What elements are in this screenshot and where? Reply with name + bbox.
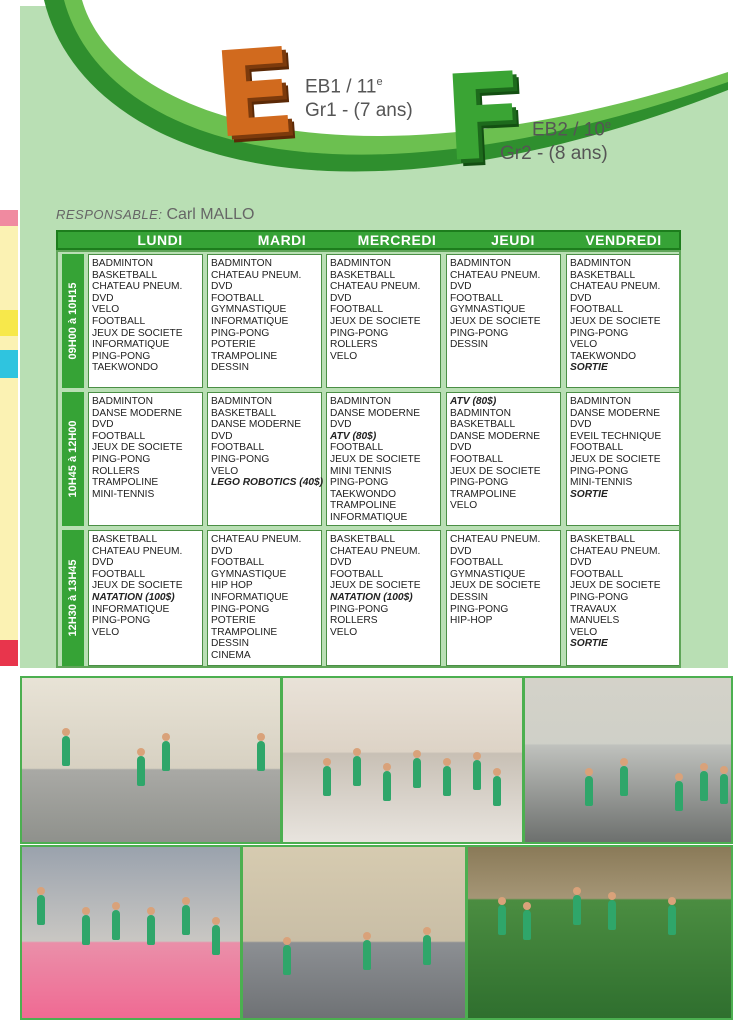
activity-item: PING-PONG (330, 477, 389, 489)
activity-item: JEUX DE SOCIETE (92, 442, 183, 454)
activity-item: PING-PONG (330, 603, 389, 615)
activity-item: DVD (92, 419, 114, 431)
activity-item: INFORMATIQUE (330, 511, 408, 523)
activity-item: DVD (450, 442, 472, 454)
activity-item: CHATEAU PNEUM. (92, 545, 183, 557)
activity-item: PING-PONG (450, 477, 509, 489)
activity-item: MANUELS (570, 615, 620, 627)
activity-item: VELO (330, 626, 358, 638)
schedule-cell (446, 392, 561, 526)
activity-item: HIP-HOP (450, 615, 493, 627)
activity-item: DANSE MODERNE (450, 430, 541, 442)
activity-item: FOOTBALL (211, 557, 265, 569)
activity-item: ATV (80$) (450, 396, 497, 407)
activity-item: DANSE MODERNE (211, 419, 302, 431)
time-slot-text: 10H45 à 12H00 (67, 420, 79, 498)
activity-item: PING-PONG (570, 465, 629, 477)
activity-item: PING-PONG (570, 591, 629, 603)
group-f-class: EB2 / 10 (532, 119, 605, 141)
rollers-photo (20, 676, 282, 844)
activity-item: PING-PONG (92, 615, 151, 627)
activity-item: TRAMPOLINE (92, 477, 159, 489)
decor-stripe-cream3 (0, 378, 18, 640)
activity-item: PING-PONG (570, 327, 629, 339)
activity-item: BADMINTON (211, 258, 272, 269)
activity-item: TRAMPOLINE (211, 626, 278, 638)
schedule-cell (566, 254, 680, 388)
activity-item: BASKETBALL (211, 407, 277, 419)
activity-item: FOOTBALL (92, 568, 146, 580)
activity-item: GYMNASTIQUE (450, 568, 526, 580)
activity-item: DVD (211, 281, 233, 293)
activity-item: BADMINTON (92, 258, 153, 269)
activity-item: BADMINTON (330, 396, 391, 407)
hockey-court-photo (523, 676, 733, 844)
activity-item: DVD (92, 292, 114, 304)
activity-item: FOOTBALL (92, 315, 146, 327)
activity-item: BASKETBALL (570, 269, 636, 281)
activity-item: ROLLERS (330, 339, 378, 351)
activity-item: DVD (450, 281, 472, 293)
day-header: MERCREDI (357, 232, 437, 248)
activity-item: DANSE MODERNE (330, 407, 421, 419)
responsable-line (56, 206, 254, 224)
activity-item: NATATION (100$) (330, 591, 413, 603)
activity-item: DESSIN (211, 362, 249, 374)
activity-item: PING-PONG (450, 327, 509, 339)
group-f-info (500, 113, 612, 166)
activity-item: VELO (330, 350, 358, 362)
activity-item: CHATEAU PNEUM. (450, 269, 541, 281)
activity-item: GYMNASTIQUE (211, 304, 287, 316)
activity-item: TAEKWONDO (92, 362, 159, 374)
activity-item: VELO (570, 339, 598, 351)
day-header: VENDREDI (585, 232, 662, 248)
activity-item: BASKETBALL (92, 269, 158, 281)
activity-item: FOOTBALL (211, 442, 265, 454)
activity-item: FOOTBALL (570, 568, 624, 580)
schedule-cell (88, 254, 203, 388)
activity-item: PING-PONG (211, 327, 270, 339)
activity-item: PING-PONG (330, 327, 389, 339)
activity-item: JEUX DE SOCIETE (570, 315, 661, 327)
time-slot-label (62, 392, 84, 526)
activity-item: PING-PONG (450, 603, 509, 615)
activity-item: LEGO ROBOTICS (40$) (211, 477, 324, 489)
activity-item: VELO (570, 626, 598, 638)
schedule-cell (446, 254, 561, 388)
activity-item: JEUX DE SOCIETE (570, 580, 661, 592)
activity-item: GYMNASTIQUE (211, 568, 287, 580)
schedule-cell (326, 392, 441, 526)
activity-item: TRAMPOLINE (211, 350, 278, 362)
activity-item: PING-PONG (211, 453, 270, 465)
schedule-cell (566, 530, 680, 666)
activity-item: VELO (211, 465, 239, 477)
activity-item: CINEMA (211, 649, 251, 661)
activity-item: DVD (570, 419, 592, 431)
activity-item: BADMINTON (570, 258, 631, 269)
time-slot-label (62, 254, 84, 388)
activity-item: BASKETBALL (92, 534, 158, 545)
activity-item: POTERIE (211, 339, 256, 351)
activity-item: CHATEAU PNEUM. (570, 545, 661, 557)
activity-item: PING-PONG (92, 453, 151, 465)
activity-item: VELO (92, 304, 120, 316)
activity-item: CHATEAU PNEUM. (92, 281, 183, 293)
bikes-photo (241, 845, 467, 1020)
activity-item: FOOTBALL (211, 292, 265, 304)
activity-item: ATV (80$) (330, 430, 377, 442)
activity-item: PING-PONG (211, 603, 270, 615)
activity-item: FOOTBALL (330, 304, 384, 316)
activity-item: DESSIN (450, 339, 488, 351)
activity-item: TRAMPOLINE (450, 488, 517, 500)
activity-item: CHATEAU PNEUM. (211, 534, 302, 545)
activity-item: FOOTBALL (450, 453, 504, 465)
dance-photo (20, 845, 242, 1020)
activity-item: FOOTBALL (330, 568, 384, 580)
activity-item: JEUX DE SOCIETE (450, 580, 541, 592)
decor-stripe-pink (0, 210, 18, 226)
activity-item: JEUX DE SOCIETE (450, 465, 541, 477)
decor-stripe-cream2 (0, 336, 18, 350)
activity-item: DVD (211, 545, 233, 557)
activity-item: SORTIE (570, 362, 608, 374)
activity-item: INFORMATIQUE (211, 591, 289, 603)
activity-item: DANSE MODERNE (92, 407, 183, 419)
activity-item: HIP HOP (211, 580, 253, 592)
activity-item: BASKETBALL (330, 534, 396, 545)
activity-item: VELO (92, 626, 120, 638)
activity-item: INFORMATIQUE (211, 315, 289, 327)
schedule-cell (446, 530, 561, 666)
activity-item: VELO (450, 500, 478, 512)
time-slot-text: 09H00 à 10H15 (67, 282, 79, 360)
time-slot-text: 12H30 à 13H45 (67, 559, 79, 637)
activity-item: JEUX DE SOCIETE (92, 580, 183, 592)
activity-item: JEUX DE SOCIETE (450, 315, 541, 327)
group-e-class-sup: e (376, 76, 383, 88)
activity-item: CHATEAU PNEUM. (211, 269, 302, 281)
activity-item: GYMNASTIQUE (450, 304, 526, 316)
activity-item: DVD (330, 419, 352, 431)
activity-item: BADMINTON (570, 396, 631, 407)
decor-stripe-cream (0, 226, 18, 310)
activity-item: DANSE MODERNE (570, 407, 661, 419)
activity-item: FOOTBALL (450, 292, 504, 304)
activity-item: JEUX DE SOCIETE (92, 327, 183, 339)
activity-item: DVD (450, 545, 472, 557)
activity-item: CHATEAU PNEUM. (330, 545, 421, 557)
decor-stripe-yellow (0, 310, 18, 336)
activity-item: EVEIL TECHNIQUE (570, 430, 662, 442)
activity-item: JEUX DE SOCIETE (330, 453, 421, 465)
schedule-cell (326, 530, 441, 666)
activity-item: BADMINTON (92, 396, 153, 407)
decor-stripe-red (0, 640, 18, 666)
activity-item: SORTIE (570, 488, 608, 500)
activity-item: FOOTBALL (570, 442, 624, 454)
schedule-cell (326, 254, 441, 388)
schedule-cell (207, 254, 322, 388)
activity-item: DESSIN (450, 591, 488, 603)
responsable-label: RESPONSABLE: (56, 207, 163, 222)
activity-item: JEUX DE SOCIETE (330, 315, 421, 327)
activity-item: MINI-TENNIS (92, 488, 155, 500)
activity-item: TAEKWONDO (570, 350, 637, 362)
schedule-cell (207, 530, 322, 666)
activity-item: SORTIE (570, 638, 608, 650)
activity-item: DVD (330, 557, 352, 569)
group-e-info (305, 70, 413, 123)
indoor-group-photo (281, 676, 524, 844)
schedule-cell (207, 392, 322, 526)
activity-item: NATATION (100$) (92, 591, 175, 603)
activity-item: CHATEAU PNEUM. (450, 534, 541, 545)
responsable-name: Carl MALLO (166, 206, 255, 223)
activity-item: BADMINTON (330, 258, 391, 269)
activity-item: MINI-TENNIS (570, 477, 633, 489)
activity-item: TRAMPOLINE (330, 500, 397, 512)
activity-item: DVD (570, 557, 592, 569)
group-e-age: Gr1 - (7 ans) (305, 100, 413, 122)
activity-item: DVD (92, 557, 114, 569)
group-e-letter: E (209, 21, 300, 165)
activity-item: BASKETBALL (330, 269, 396, 281)
activity-item: TRAVAUX (570, 603, 617, 615)
activity-item: BADMINTON (211, 396, 272, 407)
group-f-letter: F (440, 45, 529, 189)
activity-item: TAEKWONDO (330, 488, 397, 500)
group-f-age: Gr2 - (8 ans) (500, 143, 608, 165)
day-header: JEUDI (491, 232, 535, 248)
activity-item: FOOTBALL (330, 442, 384, 454)
day-header-bar (56, 230, 681, 250)
activity-item: MINI TENNIS (330, 465, 392, 477)
activity-item: DESSIN (211, 638, 249, 650)
decor-stripe-cyan (0, 350, 18, 378)
group-f-class-sup: e (604, 119, 612, 131)
activity-item: FOOTBALL (92, 430, 146, 442)
football-photo (466, 845, 733, 1020)
activity-item: INFORMATIQUE (92, 603, 170, 615)
activity-item: JEUX DE SOCIETE (570, 453, 661, 465)
time-slot-label (62, 530, 84, 666)
activity-item: BADMINTON (450, 258, 511, 269)
day-header: MARDI (257, 232, 307, 248)
schedule-cell (566, 392, 680, 526)
activity-item: FOOTBALL (570, 304, 624, 316)
activity-item: CHATEAU PNEUM. (570, 281, 661, 293)
schedule-cell (88, 530, 203, 666)
activity-item: CHATEAU PNEUM. (330, 281, 421, 293)
activity-item: BADMINTON (450, 407, 511, 419)
activity-item: FOOTBALL (450, 557, 504, 569)
activity-item: BASKETBALL (450, 419, 516, 431)
activity-item: DVD (330, 292, 352, 304)
activity-item: JEUX DE SOCIETE (330, 580, 421, 592)
day-header: LUNDI (137, 232, 183, 248)
schedule-cell (88, 392, 203, 526)
activity-item: PING-PONG (92, 350, 151, 362)
activity-item: POTERIE (211, 615, 256, 627)
activity-item: ROLLERS (330, 615, 378, 627)
activity-item: DVD (570, 292, 592, 304)
activity-item: BASKETBALL (570, 534, 636, 545)
group-e-class: EB1 / 11 (305, 76, 377, 98)
activity-item: DVD (211, 430, 233, 442)
activity-item: INFORMATIQUE (92, 339, 170, 351)
activity-item: ROLLERS (92, 465, 140, 477)
